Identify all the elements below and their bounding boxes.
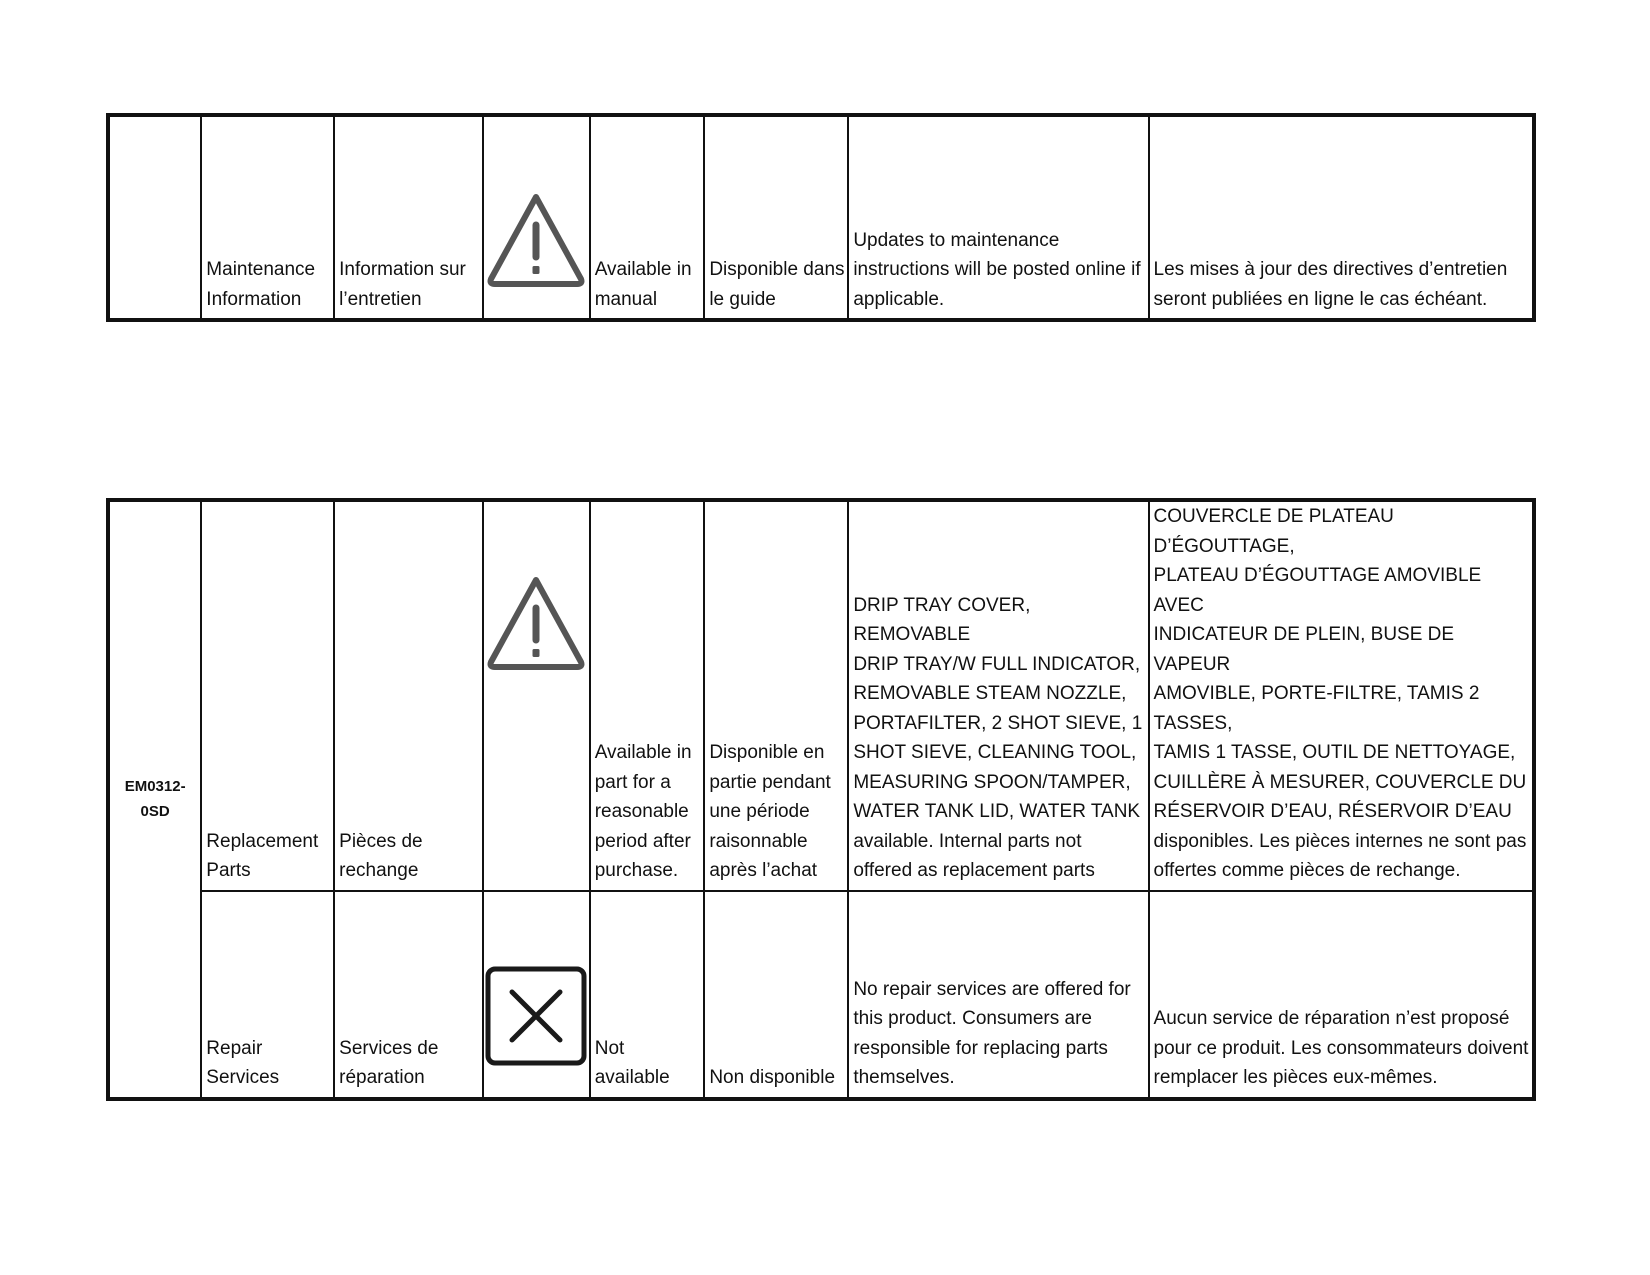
availability-fr-cell: Disponible en partie pendant une période raisonnable après l’achat bbox=[704, 500, 848, 891]
model-number: EM0312- 0SD bbox=[108, 500, 201, 1099]
category-fr-cell: Pièces de rechange bbox=[334, 500, 483, 891]
details-en-cell: Updates to maintenance instructions will be posted online if applicable. bbox=[848, 115, 1148, 320]
icon-cell bbox=[483, 891, 589, 1099]
availability-en-cell: Not available bbox=[590, 891, 705, 1099]
availability-en-cell: Available in manual bbox=[590, 115, 705, 320]
details-en-cell: No repair services are offered for this product. Consumers are responsible for replacing parts themselves. bbox=[848, 891, 1148, 1099]
category-en-cell: Maintenance Information bbox=[201, 115, 334, 320]
details-fr-cell: Aucun service de réparation n’est proposé pour ce produit. Les consommateurs doivent remplacer les pièces eux-mêmes. bbox=[1149, 891, 1534, 1099]
availability-fr-cell: Disponible dans le guide bbox=[704, 115, 848, 320]
category-en-cell: Repair Services bbox=[201, 891, 334, 1099]
table-row bbox=[108, 115, 1534, 320]
category-fr-cell: Services de réparation bbox=[334, 891, 483, 1099]
model-cell bbox=[108, 115, 201, 320]
icon-cell bbox=[483, 115, 589, 320]
parts-and-repair-table bbox=[106, 498, 1536, 1101]
x-box-icon bbox=[484, 965, 588, 1067]
availability-en-cell: Available in part for a reasonable period after purchase. bbox=[590, 500, 705, 891]
warning-triangle-icon bbox=[485, 574, 587, 672]
category-fr-cell: Information sur l’entretien bbox=[334, 115, 483, 320]
details-fr-cell: COUVERCLE DE PLATEAU D’ÉGOUTTAGE, PLATEAU D’ÉGOUTTAGE AMOVIBLE AVEC INDICATEUR DE PLEIN, BUSE DE VAPEUR AMOVIBLE, PORTE-FILTRE, TAMIS 2 TASSES, TAMIS 1 TASSE, OUTIL DE NETTOYAGE, CUILLÈRE À MESURER, COUVERCLE DU RÉSERVOIR D’EAU, RÉSERVOIR D’EAU disponibles. Les pièces internes ne sont pas offertes comme pièces de rechange. bbox=[1149, 500, 1534, 891]
details-fr-cell: Les mises à jour des directives d’entretien seront publiées en ligne le cas échéant. bbox=[1149, 115, 1534, 320]
details-en-cell: DRIP TRAY COVER, REMOVABLE DRIP TRAY/W FULL INDICATOR, REMOVABLE STEAM NOZZLE, PORTAFILTER, 2 SHOT SIEVE, 1 SHOT SIEVE, CLEANING TOOL, MEASURING SPOON/TAMPER, WATER TANK LID, WATER TANK available. Internal parts not offered as replacement parts bbox=[848, 500, 1148, 891]
warning-triangle-icon bbox=[485, 191, 587, 289]
icon-cell bbox=[483, 500, 589, 891]
table-row bbox=[108, 891, 1534, 1099]
category-en-cell: Replacement Parts bbox=[201, 500, 334, 891]
availability-fr-cell: Non disponible bbox=[704, 891, 848, 1099]
maintenance-info-table bbox=[106, 113, 1536, 322]
table-row bbox=[108, 500, 1534, 891]
